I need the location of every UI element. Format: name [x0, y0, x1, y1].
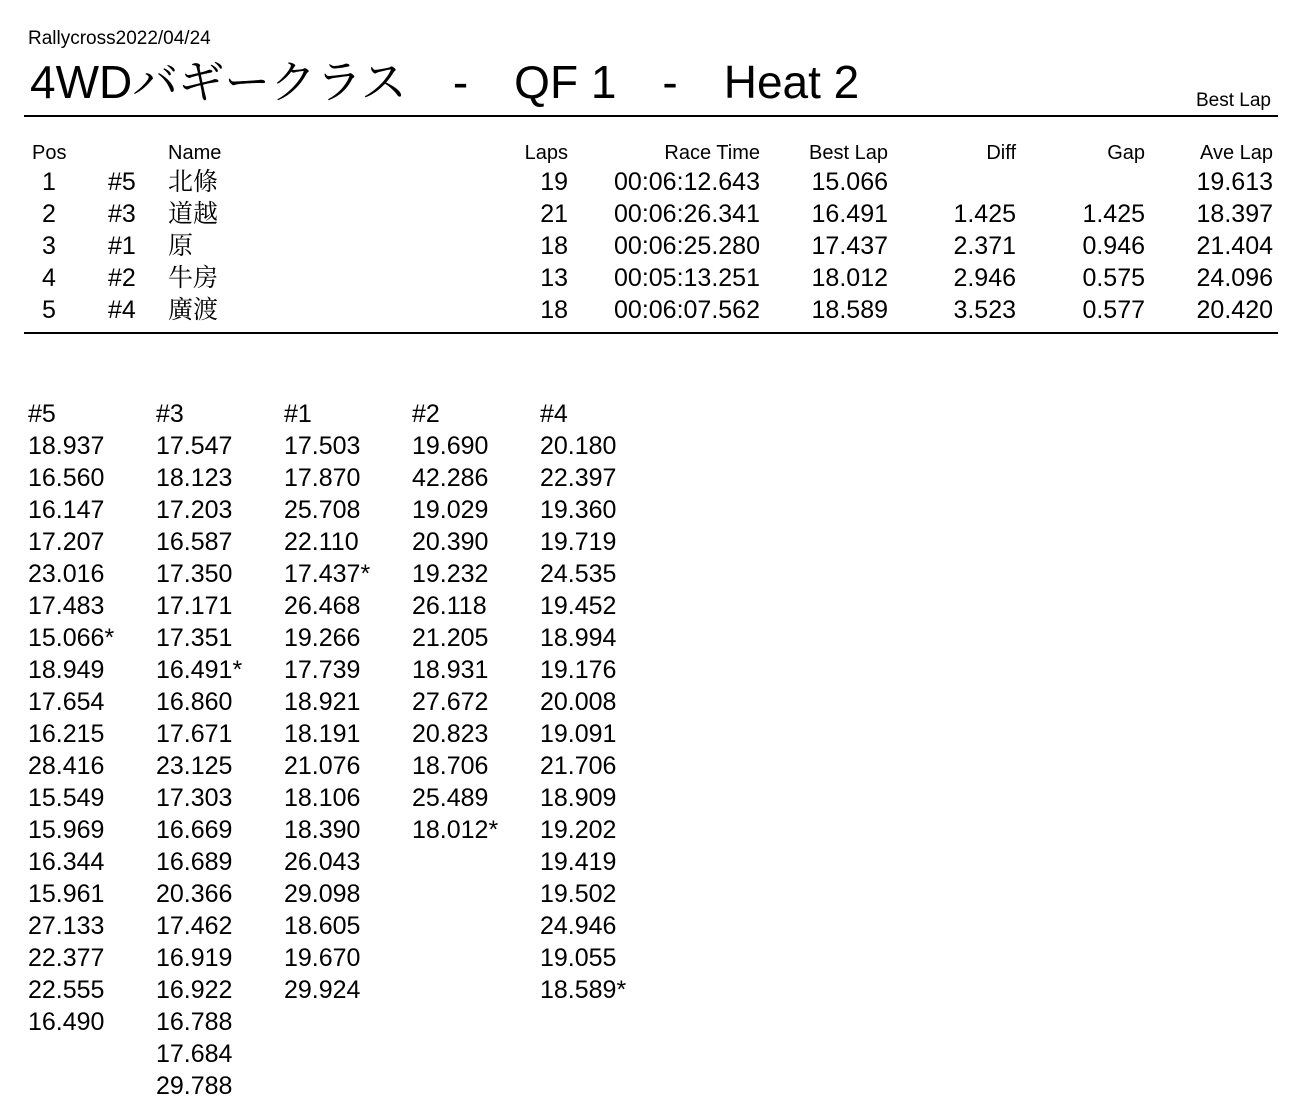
- cell-num: #1: [108, 232, 136, 260]
- lap-time: 27.672: [412, 688, 489, 716]
- header-race-time: Race Time: [664, 142, 760, 164]
- cell-num: #4: [108, 296, 136, 324]
- lap-time: 19.202: [540, 816, 617, 844]
- lap-time: 17.462: [156, 912, 233, 940]
- lap-time: 17.483: [28, 592, 105, 620]
- lap-time: 19.232: [412, 560, 489, 588]
- lap-column: [284, 398, 412, 1006]
- lap-time: 17.671: [156, 720, 233, 748]
- lap-time: 17.207: [28, 528, 105, 556]
- lap-time: 26.468: [284, 592, 361, 620]
- cell-laps: 13: [540, 264, 568, 292]
- lap-time: 17.203: [156, 496, 233, 524]
- lap-time: 16.560: [28, 464, 105, 492]
- lap-time: 19.055: [540, 944, 617, 972]
- cell-ave-lap: 24.096: [1196, 264, 1273, 292]
- lap-time: 27.133: [28, 912, 105, 940]
- lap-time: 24.946: [540, 912, 617, 940]
- cell-best-lap: 15.066: [811, 168, 888, 196]
- lap-time: 16.490: [28, 1008, 105, 1036]
- cell-diff: 2.371: [953, 232, 1016, 260]
- cell-name: 廣渡: [168, 296, 219, 324]
- lap-time: 18.123: [156, 464, 233, 492]
- results-table: [24, 140, 1278, 326]
- header-ave-lap: Ave Lap: [1199, 142, 1273, 164]
- lap-time: 16.344: [28, 848, 105, 876]
- cell-ave-lap: 20.420: [1196, 296, 1273, 324]
- lap-time: 18.012*: [412, 816, 499, 844]
- header-name: Name: [168, 142, 222, 164]
- lap-time: 17.684: [156, 1040, 233, 1068]
- lap-time: 22.110: [284, 528, 359, 556]
- header-laps: Laps: [524, 142, 568, 164]
- lap-time: 19.091: [540, 720, 617, 748]
- cell-best-lap: 16.491: [811, 200, 888, 228]
- lap-time: 17.654: [28, 688, 105, 716]
- lap-time: 19.690: [412, 432, 489, 460]
- lap-time: 29.924: [284, 976, 361, 1004]
- cell-race-time: 00:06:12.643: [614, 168, 760, 196]
- lap-time: 19.502: [540, 880, 617, 908]
- cell-name: 原: [168, 232, 194, 260]
- cell-diff: 3.523: [953, 296, 1016, 324]
- cell-race-time: 00:05:13.251: [614, 264, 760, 292]
- cell-gap: 0.946: [1082, 232, 1145, 260]
- cell-ave-lap: 19.613: [1196, 168, 1273, 196]
- lap-time: 16.147: [28, 496, 105, 524]
- lap-time: 16.689: [156, 848, 233, 876]
- table-row: [24, 198, 1278, 230]
- lap-time: 28.416: [28, 752, 105, 780]
- cell-race-time: 00:06:26.341: [614, 200, 760, 228]
- lap-time: 20.823: [412, 720, 489, 748]
- lap-column: [28, 398, 156, 1038]
- lap-time: 19.360: [540, 496, 617, 524]
- cell-laps: 18: [540, 296, 568, 324]
- lap-time: 19.452: [540, 592, 617, 620]
- lap-time: 21.205: [412, 624, 489, 652]
- lap-time: 18.706: [412, 752, 489, 780]
- cell-laps: 21: [540, 200, 568, 228]
- results-body: [24, 166, 1278, 326]
- cell-diff: 2.946: [953, 264, 1016, 292]
- cell-num: #5: [108, 168, 136, 196]
- cell-best-lap: 17.437: [811, 232, 888, 260]
- lap-time: 18.931: [412, 656, 489, 684]
- lap-time: 29.788: [156, 1072, 233, 1100]
- lap-time: 16.669: [156, 816, 233, 844]
- lap-time: 17.870: [284, 464, 361, 492]
- lap-column-header: #2: [412, 400, 440, 428]
- lap-time: 18.605: [284, 912, 361, 940]
- lap-column: [156, 398, 284, 1102]
- cell-pos: 4: [42, 264, 56, 292]
- lap-time: 26.043: [284, 848, 361, 876]
- table-row: [24, 262, 1278, 294]
- lap-time: 18.106: [284, 784, 361, 812]
- lap-time: 17.351: [156, 624, 233, 652]
- lap-time: 15.961: [28, 880, 105, 908]
- header-best-lap: Best Lap: [809, 142, 888, 164]
- cell-num: #2: [108, 264, 136, 292]
- table-row: [24, 230, 1278, 262]
- cell-ave-lap: 21.404: [1196, 232, 1273, 260]
- lap-time: 17.171: [156, 592, 233, 620]
- top-divider: [24, 115, 1278, 117]
- lap-time: 26.118: [412, 592, 487, 620]
- header-pos: Pos: [32, 142, 67, 164]
- lap-time: 16.491*: [156, 656, 243, 684]
- cell-num: #3: [108, 200, 136, 228]
- cell-laps: 18: [540, 232, 568, 260]
- cell-pos: 3: [42, 232, 56, 260]
- lap-column: [540, 398, 668, 1006]
- lap-column-header: #4: [540, 400, 568, 428]
- lap-time: 22.397: [540, 464, 617, 492]
- lap-time: 17.503: [284, 432, 361, 460]
- cell-diff: 1.425: [953, 200, 1016, 228]
- lap-time: 19.719: [540, 528, 617, 556]
- lap-time: 16.788: [156, 1008, 233, 1036]
- lap-column-header: #1: [284, 400, 312, 428]
- lap-time: 23.016: [28, 560, 105, 588]
- lap-time: 16.922: [156, 976, 233, 1004]
- table-row: [24, 166, 1278, 198]
- lap-time: 16.860: [156, 688, 233, 716]
- cell-laps: 19: [540, 168, 568, 196]
- cell-race-time: 00:06:25.280: [614, 232, 760, 260]
- lap-time: 42.286: [412, 464, 489, 492]
- lap-time: 22.555: [28, 976, 105, 1004]
- cell-pos: 2: [42, 200, 56, 228]
- event-name: Rallycross2022/04/24: [28, 28, 211, 49]
- lap-column-header: #5: [28, 400, 56, 428]
- lap-time: 20.390: [412, 528, 489, 556]
- lap-time: 16.587: [156, 528, 233, 556]
- lap-time: 18.589*: [540, 976, 627, 1004]
- lap-time: 17.547: [156, 432, 233, 460]
- lap-time: 18.390: [284, 816, 361, 844]
- lap-time: 22.377: [28, 944, 105, 972]
- sort-label: Best Lap: [1196, 90, 1271, 111]
- lap-time: 20.180: [540, 432, 617, 460]
- lap-time: 16.215: [28, 720, 105, 748]
- lap-time: 19.670: [284, 944, 361, 972]
- lap-time: 18.994: [540, 624, 617, 652]
- cell-gap: 0.577: [1082, 296, 1145, 324]
- header-diff: Diff: [986, 142, 1016, 164]
- lap-time: 21.076: [284, 752, 361, 780]
- header-gap: Gap: [1107, 142, 1145, 164]
- lap-time: 19.266: [284, 624, 361, 652]
- cell-name: 牛房: [168, 264, 219, 292]
- lap-time: 17.437*: [284, 560, 371, 588]
- lap-time: 18.909: [540, 784, 617, 812]
- lap-time: 18.921: [284, 688, 361, 716]
- lap-time: 24.535: [540, 560, 617, 588]
- lap-time: 19.419: [540, 848, 617, 876]
- lap-time: 29.098: [284, 880, 361, 908]
- bottom-divider: [24, 332, 1278, 334]
- lap-time: 19.029: [412, 496, 489, 524]
- lap-time: 17.350: [156, 560, 233, 588]
- cell-pos: 1: [42, 168, 56, 196]
- lap-time: 15.969: [28, 816, 105, 844]
- lap-time: 17.739: [284, 656, 361, 684]
- lap-time: 15.066*: [28, 624, 115, 652]
- cell-ave-lap: 18.397: [1196, 200, 1273, 228]
- lap-time: 16.919: [156, 944, 233, 972]
- lap-time: 20.366: [156, 880, 233, 908]
- lap-column-header: #3: [156, 400, 184, 428]
- cell-best-lap: 18.012: [811, 264, 888, 292]
- lap-time: 19.176: [540, 656, 617, 684]
- lap-time: 18.949: [28, 656, 105, 684]
- cell-best-lap: 18.589: [811, 296, 888, 324]
- cell-gap: 0.575: [1082, 264, 1145, 292]
- cell-pos: 5: [42, 296, 56, 324]
- lap-time: 18.937: [28, 432, 105, 460]
- lap-time: 20.008: [540, 688, 617, 716]
- cell-race-time: 00:06:07.562: [614, 296, 760, 324]
- cell-name: 道越: [168, 200, 219, 228]
- cell-gap: 1.425: [1082, 200, 1145, 228]
- page-title: 4WDバギークラス - QF 1 - Heat 2: [30, 56, 860, 108]
- lap-time: 25.489: [412, 784, 489, 812]
- lap-time: 17.303: [156, 784, 233, 812]
- table-row: [24, 294, 1278, 326]
- lap-time: 23.125: [156, 752, 233, 780]
- lap-time: 21.706: [540, 752, 617, 780]
- lap-time: 25.708: [284, 496, 361, 524]
- results-header-row: [24, 140, 1278, 166]
- cell-name: 北條: [168, 168, 219, 196]
- lap-time: 18.191: [284, 720, 361, 748]
- lap-time: 15.549: [28, 784, 105, 812]
- lap-column: [412, 398, 540, 846]
